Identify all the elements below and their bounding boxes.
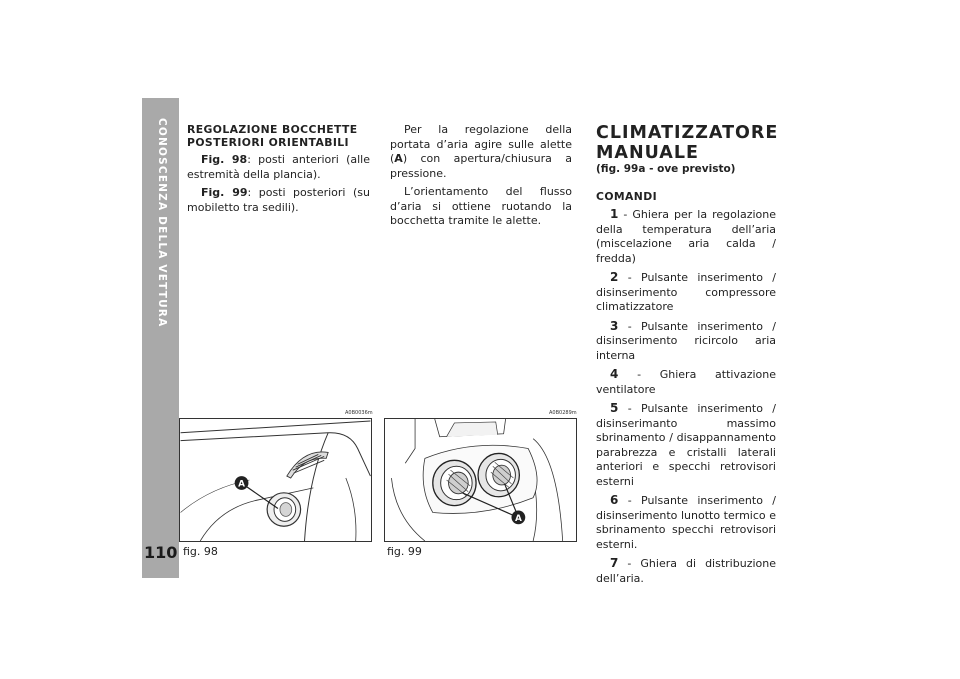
fig99-text: : posti posteriori (su mobiletto tra sedili). (187, 186, 370, 214)
heading-line-2: POSTERIORI ORIENTABILI (187, 136, 349, 149)
airflow-before: Per la regolazione della portata d’aria agire sulle alette ( (390, 123, 572, 165)
control-num: 1 (610, 207, 619, 221)
control-item (596, 207, 776, 266)
column-3 (596, 123, 779, 590)
control-item (596, 270, 776, 315)
fig99-ref: Fig. 99 (201, 186, 248, 199)
fig99-illustration (384, 418, 577, 542)
airflow-ref: A (394, 152, 403, 165)
control-text: - Ghiera di distribuzione dell’aria. (596, 557, 776, 585)
control-item (596, 401, 776, 489)
control-item (596, 319, 776, 364)
controls-heading: COMANDI (596, 190, 658, 203)
dashboard-vent-drawing (180, 419, 371, 541)
fig98-text: : posti anteriori (alle estremità della plancia). (187, 153, 370, 181)
control-text: - Ghiera attivazione ventilatore (596, 368, 776, 396)
fig98-ref: Fig. 98 (201, 153, 248, 166)
column-1 (187, 123, 370, 219)
airflow-paragraph (390, 123, 572, 181)
paragraph-fig98 (187, 153, 370, 182)
fig99-callout: A (514, 513, 522, 524)
control-text: - Pulsante inserimento / disinserimento ricircolo aria interna (596, 319, 776, 362)
fig98-caption: fig. 98 (183, 545, 218, 558)
control-num: 6 (610, 493, 619, 507)
fig98-callout: A (238, 479, 245, 490)
control-num: 7 (610, 556, 619, 570)
fig99-caption: fig. 99 (387, 545, 422, 558)
climate-title (596, 123, 779, 163)
orientation-paragraph: L’orientamento del flusso d’aria si ottiene ruotando la bocchetta tramite le alette. (390, 185, 572, 227)
control-text: - Pulsante inserimento / disinserimento lunotto termico e sbrinamento specchi retrovisori esterni. (596, 494, 776, 551)
console-vents-drawing (385, 419, 576, 541)
rear-vents-heading (187, 123, 370, 149)
control-item (596, 493, 776, 552)
control-item (596, 556, 776, 586)
paragraph-fig99 (187, 186, 370, 215)
airflow-after: ) con apertura/chiusura a pressione. (390, 152, 572, 180)
control-num: 4 (610, 367, 619, 381)
heading-line-1: REGOLAZIONE BOCCHETTE (187, 123, 358, 136)
control-text: - Pulsante inserimento / disinserimento compressore climatizzatore (596, 271, 776, 313)
page-number: 110 (144, 543, 178, 562)
climate-title-line-1: CLIMATIZZATORE (596, 123, 779, 143)
climate-subtitle: (fig. 99a - ove previsto) (596, 163, 736, 175)
control-num: 3 (610, 318, 619, 333)
fig99-code: A0B0289m (549, 410, 577, 416)
control-text: - Pulsante inserimento / disinserimanto massimo sbrinamento / disappannamento parabrezza e cristalli laterali anteriori e specchi retrovisori esterni (596, 402, 776, 488)
control-text: - Ghiera per la regolazione della temperatura dell’aria (miscelazione aria calda / fredda) (596, 208, 776, 265)
climate-title-line-2: MANUALE (596, 143, 699, 163)
control-num: 2 (610, 270, 619, 284)
control-item (596, 367, 776, 397)
fig98-code: A0B0036m (345, 410, 373, 416)
fig98-illustration (179, 418, 372, 542)
column-2 (390, 123, 572, 233)
control-num: 5 (610, 401, 619, 415)
section-title: CONOSCENZA DELLA VETTURA (156, 118, 168, 328)
